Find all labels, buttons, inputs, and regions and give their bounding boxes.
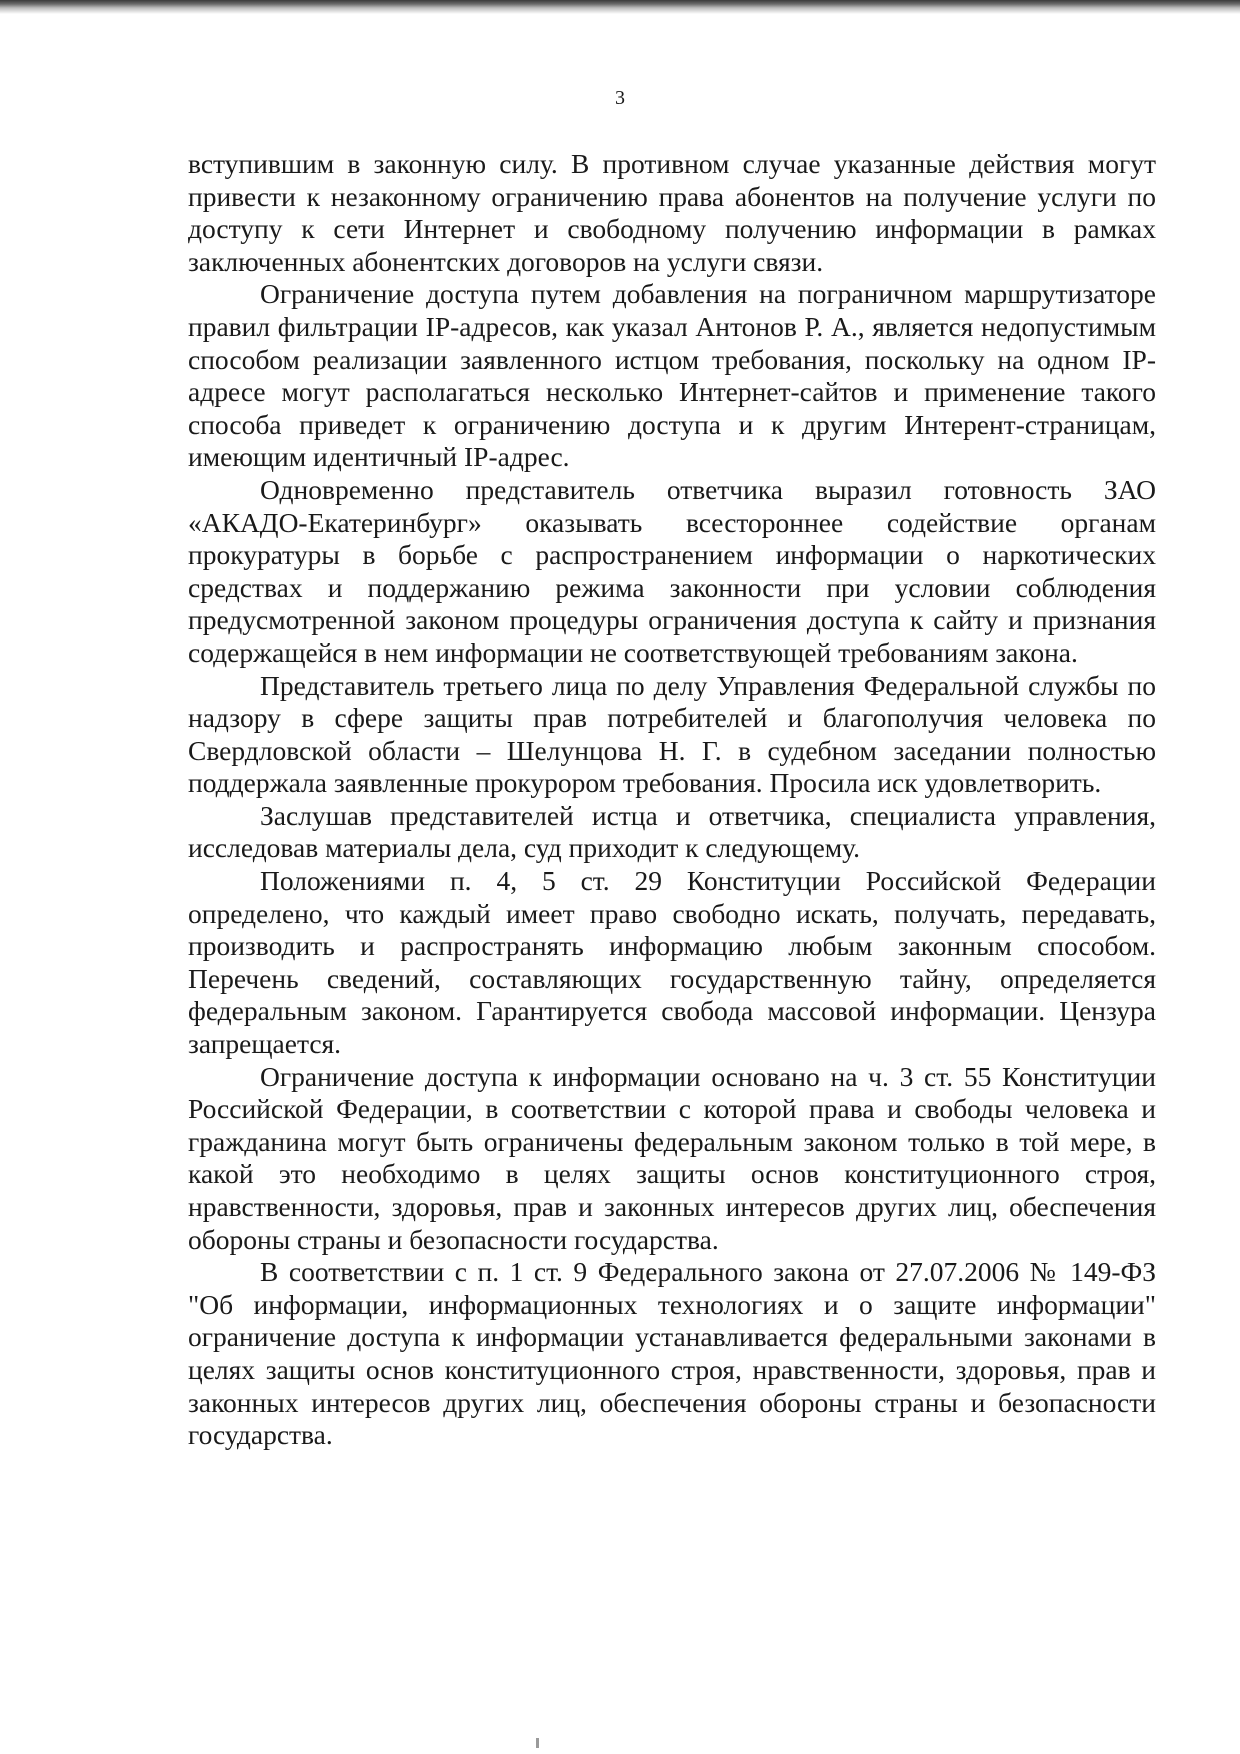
paragraph-third-party: Представитель третьего лица по делу Управления Федеральной службы по надзору в сфере защиты прав потребителей и благополучия человека по Свердловской области – Шелунцова Н. Г. в судебном заседании полностью поддержала заявленные прокурором требования. Просила иск удовлетворить. [188,669,1156,799]
paragraph-continuation: вступившим в законную силу. В противном случае указанные действия могут привести к незаконному ограничению права абонентов на получение услуги по доступу к сети Интернет и свободному получению информации в рамках заключенных абонентских договоров на услуги связи. [188,148,1156,277]
paragraph-federal-law-149: В соответствии с п. 1 ст. 9 Федерального закона от 27.07.2006 № 149-ФЗ "Об информации, информационных технологиях и о защите информации" ограничение доступа к информации устанавливается федеральными законами в целях защиты основ конституционного строя, нравственности, здоровья, прав и законных интересов других лиц, обеспечения обороны страны и безопасности государства. [188,1256,1156,1451]
paragraph-court-hearing: Заслушав представителей истца и ответчика, специалиста управления, исследовав материалы дела, суд приходит к следующему. [188,799,1156,864]
document-body [188,148,1156,1452]
paragraph-defendant-readiness: Одновременно представитель ответчика выразил готовность ЗАО «АКАДО-Екатеринбург» оказывать всестороннее содействие органам прокуратуры в борьбе с распространением информации о наркотических средствах и поддержанию режима законности при условии соблюдения предусмотренной законом процедуры ограничения доступа к сайту и признания содержащейся в нем информации не соответствующей требованиям закона. [188,473,1156,668]
page-number: 3 [615,87,625,109]
scan-edge [0,0,1240,14]
paragraph-constitution-art55: Ограничение доступа к информации основано на ч. 3 ст. 55 Конституции Российской Федерации, в соответствии с которой права и свободы человека и гражданина могут быть ограничены федеральным законом только в той мере, в какой это необходимо в целях защиты основ конституционного строя, нравственности, здоровья, прав и законных интересов других лиц, обеспечения обороны страны и безопасности государства. [188,1060,1156,1255]
paragraph-ip-filtering: Ограничение доступа путем добавления на пограничном маршрутизаторе правил фильтрации IP-адресов, как указал Антонов Р. А., является недопустимым способом реализации заявленного истцом требования, поскольку на одном IP-адресе могут располагаться несколько Интернет-сайтов и применение такого способа приведет к ограничению доступа и к другим Интерент-страницам, имеющим идентичный IP-адрес. [188,278,1156,473]
paragraph-constitution-art29: Положениями п. 4, 5 ст. 29 Конституции Российской Федерации определено, что каждый имеет право свободно искать, получать, передавать, производить и распространять информацию любым законным способом. Перечень сведений, составляющих государственную тайну, определяется федеральным законом. Гарантируется свобода массовой информации. Цензура запрещается. [188,865,1156,1060]
scan-artifact [536,1738,539,1748]
